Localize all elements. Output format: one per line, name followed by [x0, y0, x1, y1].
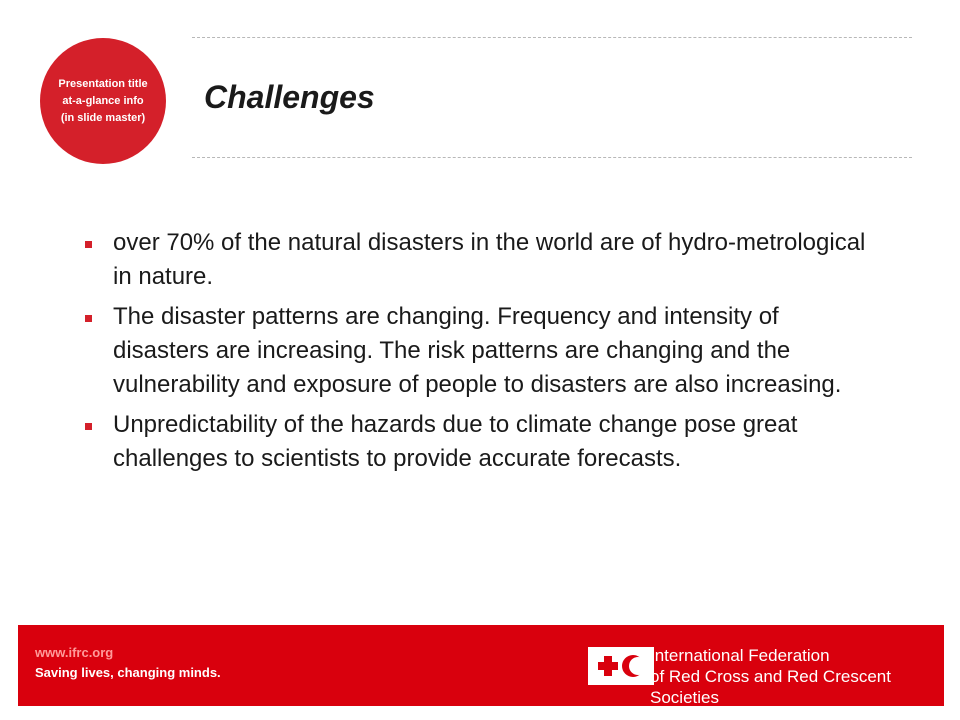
- bullet-square-icon: [85, 423, 92, 430]
- title-divider-top: [192, 37, 912, 38]
- bullet-square-icon: [85, 315, 92, 322]
- bullet-item: [80, 408, 880, 476]
- slide-title: Challenges: [204, 79, 375, 115]
- footer-bar: [18, 625, 944, 706]
- badge-line-1: Presentation title: [58, 77, 148, 90]
- slide-master-badge: [40, 38, 166, 164]
- red-cross-red-crescent-emblem-icon: [588, 647, 654, 685]
- bullet-square-icon: [85, 241, 92, 248]
- bullet-text: Unpredictability of the hazards due to climate change pose great challenges to scientists to provide accurate forecasts.: [113, 411, 798, 472]
- bullet-text: over 70% of the natural disasters in the world are of hydro-metrological in nature.: [113, 229, 866, 290]
- bullet-text: The disaster patterns are changing. Frequency and intensity of disasters are increasing. The risk patterns are changing and the vulnerability and exposure of people to disasters are also increasing.: [113, 303, 842, 398]
- bullet-item: [80, 300, 880, 402]
- organization-name-line-2: of Red Cross and Red Crescent Societies: [650, 667, 891, 707]
- bullet-item: [80, 226, 880, 294]
- footer-tagline: Saving lives, changing minds.: [35, 665, 221, 680]
- badge-line-3: (in slide master): [60, 111, 146, 124]
- badge-line-2: at-a-glance info: [62, 94, 144, 107]
- bullet-list: [80, 226, 880, 482]
- footer-url-link[interactable]: www.ifrc.org: [35, 645, 114, 660]
- organization-name: [650, 645, 944, 708]
- organization-name-line-1: International Federation: [650, 646, 830, 665]
- title-divider-bottom: [192, 157, 912, 158]
